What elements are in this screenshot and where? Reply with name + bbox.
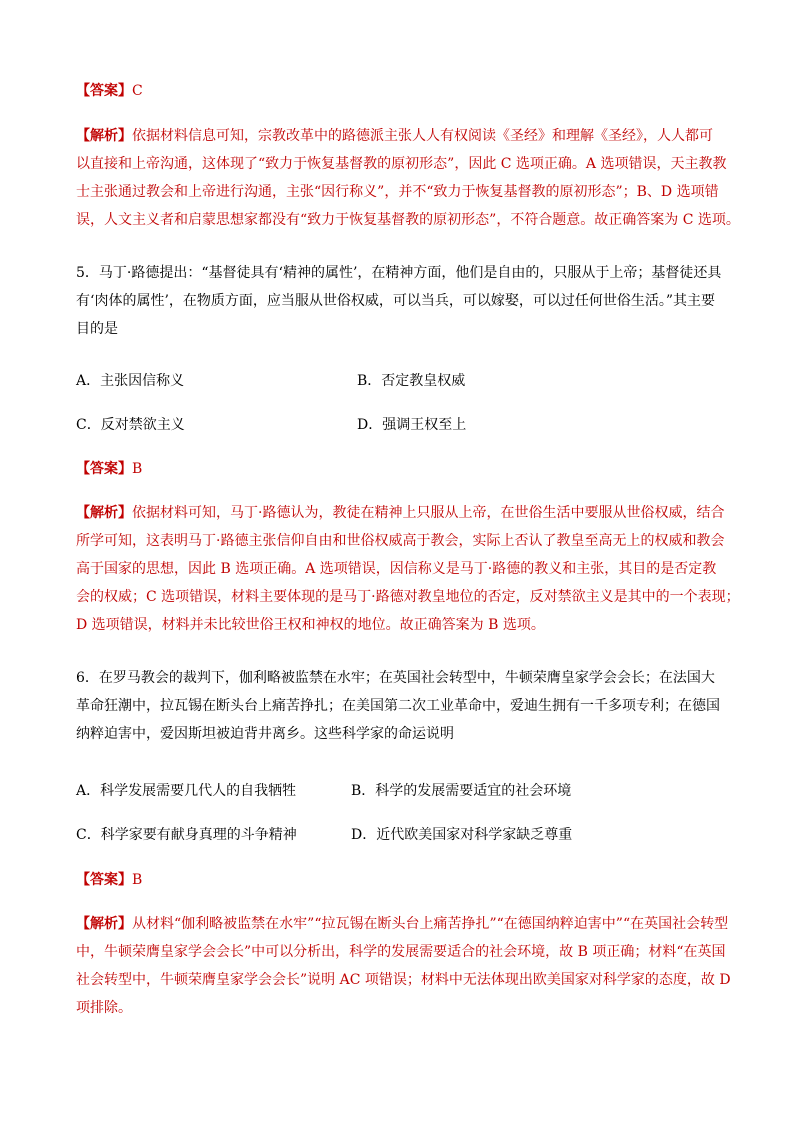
answer-label: 【答案】 <box>76 872 132 888</box>
q4-answer-value: C <box>132 83 143 99</box>
q5-option-a: A．主张因信称义 <box>76 373 185 389</box>
q6-option-c: C．科学家要有献身真理的斗争精神 <box>76 827 297 843</box>
q4-analysis-line-4: 误，人文主义者和启蒙思想家都没有“致力于恢复基督教的原初形态”，不符合题意。故正确答案为 C 选项。 <box>76 212 740 228</box>
q5-analysis-line-2: 所学可知，这表明马丁·路德主张信仰自由和世俗权威高于教会，实际上否认了教皇至高无上的权威和教会 <box>76 533 725 549</box>
q6-answer <box>76 866 720 894</box>
q5-analysis-line-1: 【解析】依据材料可知，马丁·路德认为，教徒在精神上只服从上帝，在世俗生活中要服从世俗权威，结合 <box>76 505 725 521</box>
q6-option-b: B．科学的发展需要适宜的社会环境 <box>351 783 572 799</box>
q6-option-d: D．近代欧美国家对科学家缺乏尊重 <box>351 827 573 843</box>
q5-stem-line-3: 目的是 <box>76 321 118 337</box>
q5-option-c: C．反对禁欲主义 <box>76 417 185 433</box>
q4-analysis-line-1: 【解析】依据材料信息可知，宗教改革中的路德派主张人人有权阅读《圣经》和理解《圣经》，人人都可 <box>76 128 713 144</box>
q5-analysis-line-5: D 选项错误，材料并未比较世俗王权和神权的地位。故正确答案为 B 选项。 <box>76 617 545 633</box>
q4-analysis-line-3: 士主张通过教会和上帝进行沟通，主张“因行称义”，并不“致力于恢复基督教的原初形态”；B、D 选项错 <box>76 184 719 200</box>
q5-answer <box>76 455 720 483</box>
answer-label: 【答案】 <box>76 83 132 99</box>
q6-stem-line-2: 革命狂潮中，拉瓦锡在断头台上痛苦挣扎；在美国第二次工业革命中，爱迪生拥有一千多项专利；在德国 <box>76 698 720 714</box>
q5-answer-value: B <box>132 461 143 477</box>
q6-stem-line-3: 纳粹迫害中，爱因斯坦被迫背井离乡。这些科学家的命运说明 <box>76 726 454 742</box>
q5-stem <box>76 259 720 343</box>
q6-analysis-line-3: 社会转型中，牛顿荣膺皇家学会会长”说明 AC 项错误；材料中无法体现出欧美国家对科学家的态度，故 D <box>76 972 731 988</box>
q5-analysis-line-3: 高于国家的思想，因此 B 选项正确。A 选项错误，因信称义是马丁·路德的教义和主张，其目的是否定教 <box>76 561 717 577</box>
q6-analysis <box>76 910 731 1022</box>
analysis-label: 【解析】 <box>76 128 132 144</box>
answer-label: 【答案】 <box>76 461 132 477</box>
q6-analysis-line-4: 项排除。 <box>76 1000 132 1016</box>
q4-answer <box>76 77 720 105</box>
q5-option-b: B．否定教皇权威 <box>357 373 466 389</box>
q5-option-d: D．强调王权至上 <box>357 417 467 433</box>
q6-analysis-line-2: 中，牛顿荣膺皇家学会会长”中可以分析出，科学的发展需要适合的社会环境，故 B 项正确；材料“在英国 <box>76 944 726 960</box>
q5-stem-line-1: 5．马丁·路德提出：“基督徒具有‘精神的属性’，在精神方面，他们是自由的，只服从于上帝；基督徒还具 <box>76 265 722 281</box>
q6-analysis-line-1: 【解析】从材料“伽利略被监禁在水牢”“拉瓦锡在断头台上痛苦挣扎”“在德国纳粹迫害中”“在英国社会转型 <box>76 916 729 932</box>
q5-stem-line-2: 有‘肉体的属性’，在物质方面，应当服从世俗权威，可以当兵，可以嫁娶，可以过任何世俗生活。”其主要 <box>76 293 716 309</box>
q6-answer-value: B <box>132 872 143 888</box>
q5-analysis <box>76 499 740 639</box>
q6-option-a: A．科学发展需要几代人的自我牺牲 <box>76 783 297 799</box>
analysis-label: 【解析】 <box>76 505 132 521</box>
q6-stem-line-1: 6．在罗马教会的裁判下，伽利略被监禁在水牢；在英国社会转型中，牛顿荣膺皇家学会会长；在法国大 <box>76 670 715 686</box>
q4-analysis-line-2: 以直接和上帝沟通，这体现了“致力于恢复基督教的原初形态”，因此 C 选项正确。A 选项错误，天主教教 <box>76 156 727 172</box>
q4-analysis <box>76 122 740 234</box>
q5-analysis-line-4: 会的权威；C 选项错误，材料主要体现的是马丁·路德对教皇地位的否定，反对禁欲主义是其中的一个表现； <box>76 589 740 605</box>
q6-stem <box>76 664 720 748</box>
analysis-label: 【解析】 <box>76 916 132 932</box>
